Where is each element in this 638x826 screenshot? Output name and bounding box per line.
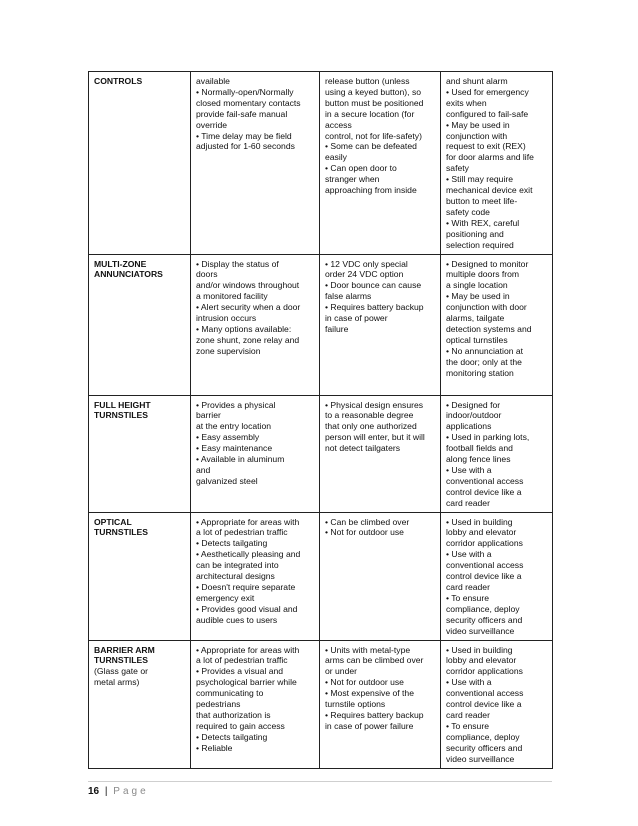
cell-line: video surveillance (446, 753, 515, 764)
cell-line: • Use with a (446, 464, 492, 475)
cell-line: • Detects tailgating (196, 538, 268, 549)
cell-line: barrier (196, 410, 221, 421)
page-word: Page (113, 786, 149, 797)
cell-line: • Used in building (446, 644, 513, 655)
cell-line: • Can be climbed over (325, 516, 410, 527)
cell-line: conventional access (446, 688, 524, 699)
cell-line: • To ensure (446, 592, 489, 603)
cell-line: a lot of pedestrian traffic (196, 527, 288, 538)
cell-line: intrusion occurs (196, 313, 257, 324)
cell-line: • May be used in (446, 119, 510, 130)
cell-line: lobby and elevator (446, 527, 517, 538)
cell-line: at the entry location (196, 421, 272, 432)
cell-line: not detect tailgaters (325, 443, 401, 454)
cell-line: • Requires battery backup (325, 709, 424, 720)
page-number: 16 (88, 786, 100, 797)
cell-line: false alarms (325, 291, 372, 302)
cell-line: video surveillance (446, 625, 515, 636)
cell-line: • Not for outdoor use (325, 527, 404, 538)
cell-line: a monitored facility (196, 291, 268, 302)
cell-line: • Used in building (446, 516, 513, 527)
cell-line: order 24 VDC option (325, 269, 404, 280)
cell-line: • Still may require (446, 174, 514, 185)
features-cell (191, 395, 320, 512)
table-row (89, 72, 553, 255)
cell-line: request to exit (REX) (446, 141, 526, 152)
limitations-cell (320, 395, 441, 512)
footer-separator: | (104, 786, 108, 797)
cell-line: metal arms) (94, 677, 140, 688)
cell-line: button must be positioned (325, 97, 424, 108)
cell-line: alarms, tailgate (446, 313, 505, 324)
cell-line: override (196, 119, 228, 130)
cell-line: conjunction with (446, 130, 508, 141)
cell-line: card reader (446, 709, 490, 720)
cell-line: and/or windows throughout (196, 280, 300, 291)
cell-line: safety code (446, 206, 490, 217)
cell-line: • Use with a (446, 549, 492, 560)
cell-line: or under (325, 666, 358, 677)
cell-line: OPTICAL (94, 516, 132, 527)
table-row (89, 395, 553, 512)
cell-line: • Provides a physical (196, 399, 276, 410)
cell-line: • 12 VDC only special (325, 258, 408, 269)
cell-line: conjunction with door (446, 302, 527, 313)
cell-line: for door alarms and life (446, 152, 534, 163)
applications-cell (441, 512, 553, 640)
cell-line: positioning and (446, 228, 504, 239)
cell-line: a lot of pedestrian traffic (196, 655, 288, 666)
cell-line: card reader (446, 582, 490, 592)
cell-line: in case of power (325, 313, 388, 324)
cell-line: security officers and (446, 614, 523, 625)
applications-cell (441, 72, 553, 255)
cell-line: a single location (446, 280, 508, 291)
cell-line: TURNSTILES (94, 410, 148, 421)
cell-line: selection required (446, 239, 514, 250)
cell-line: access (325, 119, 352, 130)
footer-divider (88, 781, 552, 782)
applications-cell (441, 395, 553, 512)
cell-line: detection systems and (446, 323, 532, 334)
cell-line: failure (325, 323, 349, 334)
page-footer (88, 786, 149, 797)
cell-line: control, not for life-safety) (325, 130, 422, 141)
cell-line: • Door bounce can cause (325, 280, 422, 291)
cell-line: card reader (446, 497, 490, 508)
cell-line: • Physical design ensures (325, 399, 424, 410)
cell-line: • May be used in (446, 291, 510, 302)
cell-line: conventional access (446, 475, 524, 486)
cell-line: • Display the status of (196, 258, 279, 269)
cell-line: compliance, deploy (446, 731, 520, 742)
cell-line: • Provides a visual and (196, 666, 284, 677)
table-row (89, 254, 553, 395)
cell-line: control device like a (446, 486, 522, 497)
cell-line: safety (446, 163, 469, 174)
cell-line: zone supervision (196, 345, 261, 356)
cell-line: configured to fail-safe (446, 108, 529, 119)
table-row (89, 640, 553, 768)
cell-line: required to gain access (196, 720, 285, 731)
row-label-cell (89, 395, 191, 512)
cell-line: • To ensure (446, 720, 489, 731)
cell-line: • Normally-open/Normally (196, 86, 294, 97)
cell-line: • Designed for (446, 399, 501, 410)
cell-line: monitoring station (446, 367, 514, 378)
cell-line: architectural designs (196, 571, 275, 582)
cell-line: (Glass gate or (94, 666, 148, 677)
cell-line: stranger when (325, 174, 380, 185)
features-cell (191, 512, 320, 640)
cell-line: CONTROLS (94, 76, 143, 86)
comparison-table (88, 71, 553, 769)
cell-line: • Use with a (446, 677, 492, 688)
cell-line: • Units with metal-type (325, 644, 411, 655)
limitations-cell (320, 254, 441, 395)
cell-line: audible cues to users (196, 614, 278, 625)
cell-line: • Reliable (196, 742, 233, 753)
cell-line: • Easy maintenance (196, 443, 273, 454)
cell-line: closed momentary contacts (196, 97, 301, 108)
cell-line: lobby and elevator (446, 655, 517, 666)
cell-line: football fields and (446, 443, 513, 454)
table-body (89, 72, 553, 769)
cell-line: pedestrians (196, 699, 241, 710)
cell-line: approaching from inside (325, 185, 417, 196)
applications-cell (441, 254, 553, 395)
limitations-cell (320, 72, 441, 255)
cell-line: to a reasonable degree (325, 410, 414, 421)
features-cell (191, 254, 320, 395)
cell-line: can be integrated into (196, 560, 279, 571)
cell-line: applications (446, 421, 492, 432)
cell-line: zone shunt, zone relay and (196, 334, 300, 345)
cell-line: • Requires battery backup (325, 302, 424, 313)
limitations-cell (320, 512, 441, 640)
cell-line: TURNSTILES (94, 527, 148, 538)
cell-line: button to meet life- (446, 195, 518, 206)
row-label-cell (89, 254, 191, 395)
cell-line: • With REX, careful (446, 217, 520, 228)
cell-line: available (196, 76, 230, 86)
row-label-cell (89, 72, 191, 255)
applications-cell (441, 640, 553, 768)
cell-line: arms can be climbed over (325, 655, 424, 666)
cell-line: • Some can be defeated (325, 141, 417, 152)
cell-line: adjusted for 1-60 seconds (196, 141, 295, 152)
cell-line: communicating to (196, 688, 264, 699)
row-label-cell (89, 640, 191, 768)
cell-line: turnstile options (325, 699, 386, 710)
cell-line: that only one authorized (325, 421, 417, 432)
cell-line: compliance, deploy (446, 603, 520, 614)
cell-line: • Provides good visual and (196, 603, 298, 614)
cell-line: BARRIER ARM (94, 644, 155, 655)
cell-line: MULTI-ZONE (94, 258, 147, 269)
cell-line: • Time delay may be field (196, 130, 292, 141)
cell-line: release button (unless (325, 76, 410, 86)
cell-line: • Doesn't require separate (196, 582, 296, 592)
cell-line: • Aesthetically pleasing and (196, 549, 301, 560)
cell-line: doors (196, 269, 218, 280)
cell-line: psychological barrier while (196, 677, 297, 688)
cell-line: provide fail-safe manual (196, 108, 288, 119)
cell-line: galvanized steel (196, 475, 258, 486)
cell-line: person will enter, but it will (325, 432, 425, 443)
cell-line: along fence lines (446, 454, 511, 465)
table-row (89, 512, 553, 640)
cell-line: • Used in parking lots, (446, 432, 530, 443)
cell-line: • Available in aluminum (196, 454, 285, 465)
cell-line: ANNUNCIATORS (94, 269, 163, 280)
cell-line: • Detects tailgating (196, 731, 268, 742)
cell-line: emergency exit (196, 592, 255, 603)
features-cell (191, 640, 320, 768)
cell-line: mechanical device exit (446, 185, 533, 196)
features-cell (191, 72, 320, 255)
cell-line: • Many options available: (196, 323, 292, 334)
cell-line: • Can open door to (325, 163, 397, 174)
limitations-cell (320, 640, 441, 768)
cell-line: corridor applications (446, 666, 523, 677)
cell-line: control device like a (446, 699, 522, 710)
cell-line: that authorization is (196, 709, 271, 720)
cell-line: easily (325, 152, 347, 163)
cell-line: • Alert security when a door (196, 302, 301, 313)
cell-line: • Appropriate for areas with (196, 516, 300, 527)
cell-line: the door; only at the (446, 356, 522, 367)
row-label-cell (89, 512, 191, 640)
cell-line: security officers and (446, 742, 523, 753)
cell-line: multiple doors from (446, 269, 520, 280)
cell-line: indoor/outdoor (446, 410, 502, 421)
cell-line: • Designed to monitor (446, 258, 529, 269)
cell-line: exits when (446, 97, 487, 108)
cell-line: TURNSTILES (94, 655, 148, 666)
cell-line: in case of power failure (325, 720, 414, 731)
cell-line: and (196, 464, 211, 475)
cell-line: • Used for emergency (446, 86, 529, 97)
cell-line: optical turnstiles (446, 334, 508, 345)
cell-line: • Appropriate for areas with (196, 644, 300, 655)
cell-line: • Easy assembly (196, 432, 260, 443)
cell-line: • Not for outdoor use (325, 677, 404, 688)
cell-line: control device like a (446, 571, 522, 582)
cell-line: • No annunciation at (446, 345, 524, 356)
cell-line: in a secure location (for (325, 108, 415, 119)
cell-line: conventional access (446, 560, 524, 571)
cell-line: corridor applications (446, 538, 523, 549)
cell-line: • Most expensive of the (325, 688, 414, 699)
cell-line: FULL HEIGHT (94, 399, 151, 410)
cell-line: and shunt alarm (446, 76, 508, 86)
cell-line: using a keyed button), so (325, 86, 422, 97)
